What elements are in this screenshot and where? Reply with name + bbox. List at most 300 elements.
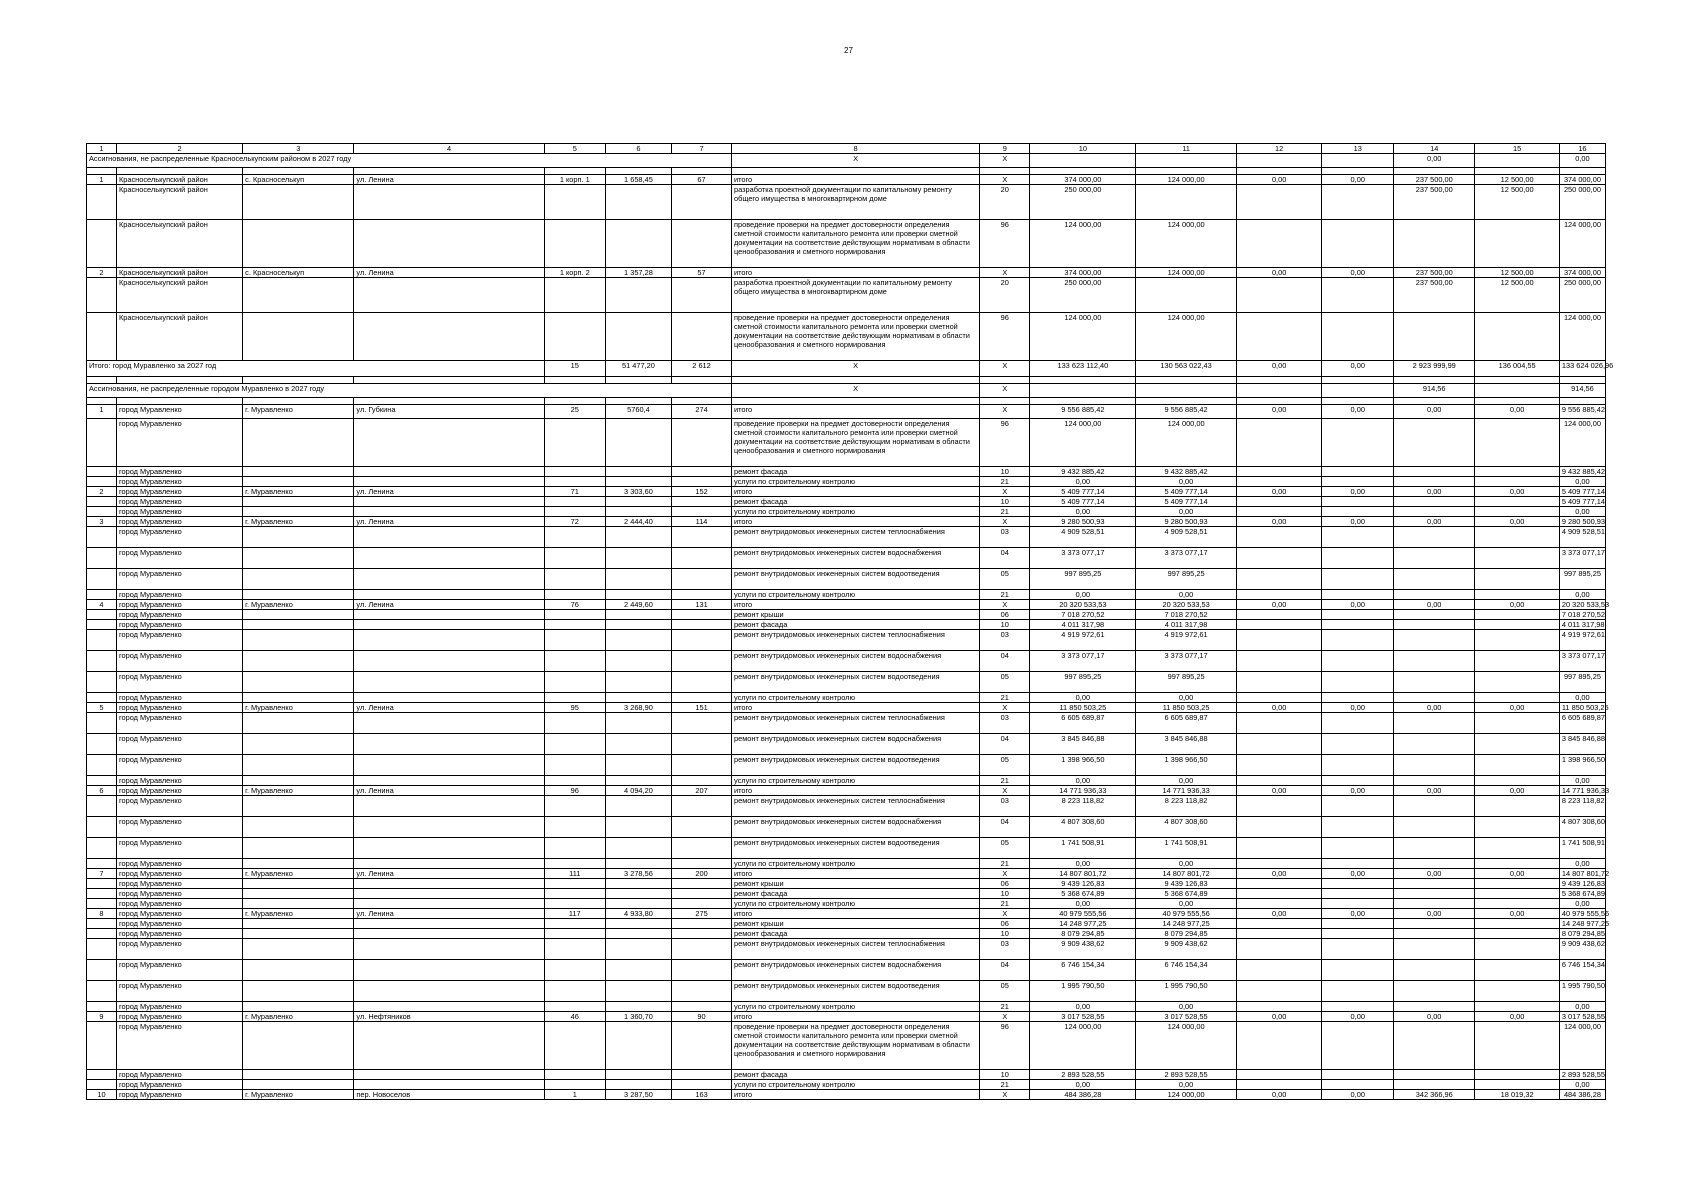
- locality-cell: с. Красноселькуп: [243, 268, 354, 278]
- locality-cell: [243, 185, 354, 220]
- amount-cell: [1322, 313, 1394, 361]
- locality-cell: [243, 467, 354, 477]
- residents-cell: [672, 497, 732, 507]
- work-type-cell: итого: [731, 1090, 979, 1100]
- municipality-cell: город Муравленко: [116, 405, 242, 419]
- amount-cell: 0,00: [1136, 899, 1237, 909]
- work-type-cell: Х: [731, 384, 979, 398]
- area-cell: [605, 796, 671, 817]
- house-cell: [544, 313, 605, 361]
- municipality-cell: город Муравленко: [116, 1080, 242, 1090]
- table-row: [87, 569, 1606, 590]
- empty-cell: [980, 168, 1030, 175]
- area-cell: [605, 776, 671, 786]
- locality-cell: [243, 630, 354, 651]
- work-type-cell: ремонт фасада: [731, 1070, 979, 1080]
- code-cell: 10: [980, 497, 1030, 507]
- amount-cell: 997 895,25: [1030, 569, 1136, 590]
- amount-cell: 8 079 294,85: [1559, 929, 1605, 939]
- house-cell: [544, 879, 605, 889]
- row-number-cell: [87, 1022, 117, 1070]
- row-number-cell: [87, 939, 117, 960]
- empty-cell: [1475, 384, 1560, 398]
- amount-cell: [1236, 630, 1322, 651]
- amount-cell: 0,00: [1030, 507, 1136, 517]
- house-cell: [544, 899, 605, 909]
- table-row: [87, 889, 1606, 899]
- amount-cell: 484 386,28: [1030, 1090, 1136, 1100]
- row-number-cell: [87, 796, 117, 817]
- row-number-cell: [87, 734, 117, 755]
- amount-cell: 20 320 533,53: [1559, 600, 1605, 610]
- empty-cell: [1322, 398, 1394, 405]
- amount-cell: [1236, 507, 1322, 517]
- code-cell: Х: [980, 361, 1030, 377]
- amount-cell: 18 019,32: [1475, 1090, 1560, 1100]
- municipality-cell: город Муравленко: [116, 909, 242, 919]
- amount-cell: 9 439 126,83: [1030, 879, 1136, 889]
- area-cell: [605, 651, 671, 672]
- row-number-cell: [87, 899, 117, 909]
- code-cell: 05: [980, 755, 1030, 776]
- amount-cell: 0,00: [1394, 909, 1475, 919]
- amount-cell: 0,00: [1475, 1012, 1560, 1022]
- locality-cell: [243, 313, 354, 361]
- house-cell: [544, 693, 605, 703]
- amount-cell: [1394, 919, 1475, 929]
- area-cell: [605, 1080, 671, 1090]
- residents-cell: [672, 776, 732, 786]
- amount-cell: 237 500,00: [1394, 278, 1475, 313]
- amount-cell: 0,00: [1322, 517, 1394, 527]
- amount-cell: [1236, 713, 1322, 734]
- amount-cell: [1322, 507, 1394, 517]
- amount-cell: 124 000,00: [1136, 419, 1237, 467]
- amount-cell: 0,00: [1030, 1002, 1136, 1012]
- amount-cell: [1236, 1080, 1322, 1090]
- amount-cell: 40 979 555,56: [1030, 909, 1136, 919]
- area-cell: [605, 467, 671, 477]
- amount-cell: [1394, 548, 1475, 569]
- table-row: [87, 527, 1606, 548]
- amount-cell: 4 011 317,98: [1030, 620, 1136, 630]
- amount-cell: 5 409 777,14: [1136, 497, 1237, 507]
- house-cell: 46: [544, 1012, 605, 1022]
- empty-cell: [1236, 384, 1322, 398]
- code-cell: Х: [980, 1090, 1030, 1100]
- row-number-cell: [87, 527, 117, 548]
- work-type-cell: ремонт внутридомовых инженерных систем теплоснабжения: [731, 713, 979, 734]
- amount-cell: 7 018 270,52: [1559, 610, 1605, 620]
- street-cell: [354, 467, 544, 477]
- amount-cell: [1394, 899, 1475, 909]
- locality-cell: [243, 817, 354, 838]
- work-type-cell: ремонт внутридомовых инженерных систем водоотведения: [731, 755, 979, 776]
- street-cell: [354, 278, 544, 313]
- area-cell: [605, 569, 671, 590]
- code-cell: 03: [980, 527, 1030, 548]
- amount-cell: 8 079 294,85: [1136, 929, 1237, 939]
- amount-cell: 9 432 885,42: [1030, 467, 1136, 477]
- work-type-cell: ремонт внутридомовых инженерных систем водоснабжения: [731, 548, 979, 569]
- amount-cell: 0,00: [1322, 869, 1394, 879]
- row-number-cell: [87, 1070, 117, 1080]
- amount-cell: [1394, 796, 1475, 817]
- work-type-cell: ремонт крыши: [731, 879, 979, 889]
- house-cell: [544, 527, 605, 548]
- amount-cell: 0,00: [1236, 909, 1322, 919]
- table-row: [87, 507, 1606, 517]
- area-cell: 3 278,56: [605, 869, 671, 879]
- house-cell: [544, 610, 605, 620]
- empty-cell: [1394, 168, 1475, 175]
- street-cell: [354, 859, 544, 869]
- house-cell: 76: [544, 600, 605, 610]
- area-cell: 51 477,20: [605, 361, 671, 377]
- amount-cell: [1475, 796, 1560, 817]
- municipality-cell: Красноселькупский район: [116, 278, 242, 313]
- amount-cell: [1475, 755, 1560, 776]
- amount-cell: 0,00: [1236, 1012, 1322, 1022]
- amount-cell: [1475, 899, 1560, 909]
- table-row: [87, 1080, 1606, 1090]
- amount-cell: 0,00: [1030, 693, 1136, 703]
- amount-cell: [1236, 838, 1322, 859]
- table-body: [87, 154, 1614, 1100]
- amount-cell: 12 500,00: [1475, 185, 1560, 220]
- area-cell: [605, 477, 671, 487]
- municipality-cell: Красноселькупский район: [116, 175, 242, 185]
- amount-cell: 124 000,00: [1136, 313, 1237, 361]
- amount-cell: [1322, 569, 1394, 590]
- house-cell: 1: [544, 1090, 605, 1100]
- residents-cell: [672, 755, 732, 776]
- empty-cell: [1475, 377, 1560, 384]
- residents-cell: [672, 939, 732, 960]
- residents-cell: [672, 1080, 732, 1090]
- table-row: [87, 1090, 1606, 1100]
- row-number-cell: [87, 477, 117, 487]
- amount-cell: 9 280 500,93: [1136, 517, 1237, 527]
- amount-cell: 374 000,00: [1030, 268, 1136, 278]
- locality-cell: [243, 590, 354, 600]
- amount-cell: [1236, 1070, 1322, 1080]
- work-type-cell: ремонт внутридомовых инженерных систем теплоснабжения: [731, 796, 979, 817]
- locality-cell: [243, 507, 354, 517]
- row-number-cell: [87, 1002, 117, 1012]
- amount-cell: 237 500,00: [1394, 185, 1475, 220]
- row-label: Ассигнования, не распределенные Красноселькупским районом в 2027 году: [87, 154, 732, 168]
- amount-cell: 3 017 528,55: [1030, 1012, 1136, 1022]
- amount-cell: [1322, 220, 1394, 268]
- code-cell: Х: [980, 384, 1030, 398]
- locality-cell: г. Муравленко: [243, 1012, 354, 1022]
- street-cell: ул. Ленина: [354, 786, 544, 796]
- locality-cell: г. Муравленко: [243, 517, 354, 527]
- municipality-cell: город Муравленко: [116, 817, 242, 838]
- amount-cell: 5 409 777,14: [1030, 487, 1136, 497]
- locality-cell: [243, 693, 354, 703]
- code-cell: 10: [980, 1070, 1030, 1080]
- area-cell: [605, 672, 671, 693]
- locality-cell: [243, 569, 354, 590]
- area-cell: [605, 693, 671, 703]
- area-cell: [605, 919, 671, 929]
- amount-cell: [1322, 467, 1394, 477]
- header-cell: 7: [672, 144, 732, 154]
- amount-cell: [1236, 569, 1322, 590]
- house-cell: [544, 859, 605, 869]
- table-row: [87, 268, 1606, 278]
- street-cell: [354, 1002, 544, 1012]
- street-cell: [354, 1080, 544, 1090]
- row-number-cell: [87, 981, 117, 1002]
- street-cell: [354, 713, 544, 734]
- spacer-row: [87, 398, 1606, 405]
- amount-cell: 0,00: [1136, 693, 1237, 703]
- area-cell: [605, 939, 671, 960]
- table-row: [87, 939, 1606, 960]
- municipality-cell: город Муравленко: [116, 600, 242, 610]
- amount-cell: [1322, 185, 1394, 220]
- empty-cell: [87, 398, 117, 405]
- amount-cell: 14 248 977,25: [1136, 919, 1237, 929]
- house-cell: [544, 672, 605, 693]
- amount-cell: [1322, 939, 1394, 960]
- header-cell: 6: [605, 144, 671, 154]
- amount-cell: 14 807 801,72: [1136, 869, 1237, 879]
- amount-cell: 0,00: [1236, 405, 1322, 419]
- amount-cell: [1236, 620, 1322, 630]
- amount-cell: 0,00: [1559, 1002, 1605, 1012]
- amount-cell: 2 893 528,55: [1559, 1070, 1605, 1080]
- amount-cell: [1322, 610, 1394, 620]
- unallocated-row: [87, 154, 1606, 168]
- amount-cell: 0,00: [1559, 776, 1605, 786]
- residents-cell: [672, 1070, 732, 1080]
- amount-cell: 9 280 500,93: [1030, 517, 1136, 527]
- amount-cell: 0,00: [1236, 703, 1322, 713]
- house-cell: [544, 981, 605, 1002]
- amount-cell: [1322, 278, 1394, 313]
- amount-cell: 0,00: [1559, 507, 1605, 517]
- amount-cell: 0,00: [1475, 869, 1560, 879]
- work-type-cell: итого: [731, 405, 979, 419]
- code-cell: Х: [980, 869, 1030, 879]
- street-cell: [354, 981, 544, 1002]
- area-cell: 2 444,40: [605, 517, 671, 527]
- amount-cell: 0,00: [1030, 859, 1136, 869]
- municipality-cell: город Муравленко: [116, 755, 242, 776]
- table-row: [87, 517, 1606, 527]
- house-cell: 1 корп. 1: [544, 175, 605, 185]
- work-type-cell: проведение проверки на предмет достоверности определения сметной стоимости капитального ремонта или проверки сметной документации на соответствие действующим нормативам в области ценообразования и сметного нормирования: [731, 419, 979, 467]
- street-cell: [354, 889, 544, 899]
- area-cell: [605, 899, 671, 909]
- amount-cell: 0,00: [1236, 517, 1322, 527]
- municipality-cell: город Муравленко: [116, 786, 242, 796]
- empty-cell: [672, 398, 732, 405]
- area-cell: [605, 889, 671, 899]
- amount-cell: 374 000,00: [1559, 268, 1605, 278]
- work-type-cell: проведение проверки на предмет достоверности определения сметной стоимости капитального ремонта или проверки сметной документации на соответствие действующим нормативам в области ценообразования и сметного нормирования: [731, 220, 979, 268]
- municipality-cell: город Муравленко: [116, 889, 242, 899]
- municipality-cell: город Муравленко: [116, 569, 242, 590]
- row-number-cell: 10: [87, 1090, 117, 1100]
- amount-cell: [1394, 527, 1475, 548]
- amount-cell: [1236, 220, 1322, 268]
- residents-cell: [672, 929, 732, 939]
- municipality-cell: город Муравленко: [116, 859, 242, 869]
- locality-cell: г. Муравленко: [243, 703, 354, 713]
- code-cell: 05: [980, 569, 1030, 590]
- amount-cell: 0,00: [1394, 703, 1475, 713]
- house-cell: [544, 548, 605, 569]
- locality-cell: [243, 672, 354, 693]
- table-row: [87, 776, 1606, 786]
- code-cell: 21: [980, 1002, 1030, 1012]
- table-row: [87, 817, 1606, 838]
- amount-cell: [1322, 960, 1394, 981]
- amount-cell: 484 386,28: [1559, 1090, 1605, 1100]
- amount-cell: [1475, 1080, 1560, 1090]
- amount-cell: 14 248 977,25: [1030, 919, 1136, 929]
- empty-cell: [1236, 398, 1322, 405]
- residents-cell: [672, 467, 732, 477]
- municipality-cell: город Муравленко: [116, 899, 242, 909]
- area-cell: [605, 313, 671, 361]
- empty-cell: [1136, 154, 1237, 168]
- amount-cell: [1322, 776, 1394, 786]
- locality-cell: [243, 713, 354, 734]
- code-cell: 03: [980, 630, 1030, 651]
- amount-cell: 0,00: [1322, 909, 1394, 919]
- residents-cell: [672, 1002, 732, 1012]
- code-cell: 05: [980, 981, 1030, 1002]
- code-cell: Х: [980, 175, 1030, 185]
- residents-cell: [672, 313, 732, 361]
- amount-cell: [1322, 755, 1394, 776]
- amount-cell: [1394, 929, 1475, 939]
- work-type-cell: Х: [731, 361, 979, 377]
- municipality-cell: город Муравленко: [116, 879, 242, 889]
- residents-cell: [672, 734, 732, 755]
- amount-cell: 0,00: [1322, 1090, 1394, 1100]
- amount-cell: 136 004,55: [1475, 361, 1560, 377]
- amount-cell: [1475, 569, 1560, 590]
- residents-cell: [672, 838, 732, 859]
- amount-cell: 0,00: [1236, 1090, 1322, 1100]
- house-cell: [544, 477, 605, 487]
- table-row: [87, 487, 1606, 497]
- work-type-cell: ремонт внутридомовых инженерных систем водоотведения: [731, 981, 979, 1002]
- amount-cell: 9 909 438,62: [1559, 939, 1605, 960]
- amount-cell: 0,00: [1236, 869, 1322, 879]
- street-cell: ул. Ленина: [354, 268, 544, 278]
- code-cell: Х: [980, 600, 1030, 610]
- amount-cell: 997 895,25: [1559, 569, 1605, 590]
- amount-cell: [1475, 960, 1560, 981]
- amount-cell: 124 000,00: [1136, 1022, 1237, 1070]
- municipality-cell: город Муравленко: [116, 527, 242, 548]
- locality-cell: [243, 419, 354, 467]
- residents-cell: 274: [672, 405, 732, 419]
- amount-cell: 3 373 077,17: [1559, 651, 1605, 672]
- residents-cell: 200: [672, 869, 732, 879]
- amount-cell: 0,00: [1475, 487, 1560, 497]
- amount-cell: 914,56: [1394, 384, 1475, 398]
- amount-cell: [1236, 278, 1322, 313]
- municipality-cell: город Муравленко: [116, 507, 242, 517]
- municipality-cell: город Муравленко: [116, 960, 242, 981]
- amount-cell: [1236, 776, 1322, 786]
- code-cell: 21: [980, 776, 1030, 786]
- row-number-cell: [87, 620, 117, 630]
- code-cell: 21: [980, 477, 1030, 487]
- amount-cell: [1475, 929, 1560, 939]
- table-row: [87, 960, 1606, 981]
- header-cell: 11: [1136, 144, 1237, 154]
- row-number-cell: [87, 185, 117, 220]
- work-type-cell: ремонт внутридомовых инженерных систем водоснабжения: [731, 734, 979, 755]
- amount-cell: 3 373 077,17: [1136, 651, 1237, 672]
- amount-cell: 14 771 936,33: [1136, 786, 1237, 796]
- table-row: [87, 734, 1606, 755]
- amount-cell: [1475, 838, 1560, 859]
- header-cell: 13: [1322, 144, 1394, 154]
- row-number-cell: [87, 713, 117, 734]
- locality-cell: [243, 981, 354, 1002]
- amount-cell: 5 409 777,14: [1030, 497, 1136, 507]
- amount-cell: [1236, 929, 1322, 939]
- work-type-cell: ремонт внутридомовых инженерных систем водоснабжения: [731, 817, 979, 838]
- locality-cell: с. Красноселькуп: [243, 175, 354, 185]
- work-type-cell: итого: [731, 909, 979, 919]
- work-type-cell: ремонт внутридомовых инженерных систем теплоснабжения: [731, 939, 979, 960]
- amount-cell: [1236, 610, 1322, 620]
- residents-cell: [672, 569, 732, 590]
- amount-cell: 8 223 118,82: [1559, 796, 1605, 817]
- table-row: [87, 755, 1606, 776]
- amount-cell: 5 368 674,89: [1559, 889, 1605, 899]
- table-row: [87, 1022, 1606, 1070]
- residents-cell: [672, 548, 732, 569]
- residents-cell: [672, 220, 732, 268]
- municipality-cell: город Муравленко: [116, 1090, 242, 1100]
- empty-cell: [544, 377, 605, 384]
- row-number-cell: [87, 548, 117, 569]
- residents-cell: [672, 796, 732, 817]
- header-cell: 12: [1236, 144, 1322, 154]
- amount-cell: 6 605 689,87: [1559, 713, 1605, 734]
- house-cell: [544, 1080, 605, 1090]
- amount-cell: [1322, 981, 1394, 1002]
- amount-cell: [1475, 1070, 1560, 1080]
- municipality-cell: город Муравленко: [116, 1022, 242, 1070]
- residents-cell: [672, 879, 732, 889]
- row-number-cell: 1: [87, 175, 117, 185]
- amount-cell: 4 919 972,61: [1136, 630, 1237, 651]
- residents-cell: 2 612: [672, 361, 732, 377]
- code-cell: Х: [980, 1012, 1030, 1022]
- amount-cell: [1136, 278, 1237, 313]
- work-type-cell: итого: [731, 869, 979, 879]
- amount-cell: 124 000,00: [1559, 419, 1605, 467]
- amount-cell: 0,00: [1322, 1012, 1394, 1022]
- locality-cell: [243, 1070, 354, 1080]
- amount-cell: 8 079 294,85: [1030, 929, 1136, 939]
- amount-cell: [1236, 185, 1322, 220]
